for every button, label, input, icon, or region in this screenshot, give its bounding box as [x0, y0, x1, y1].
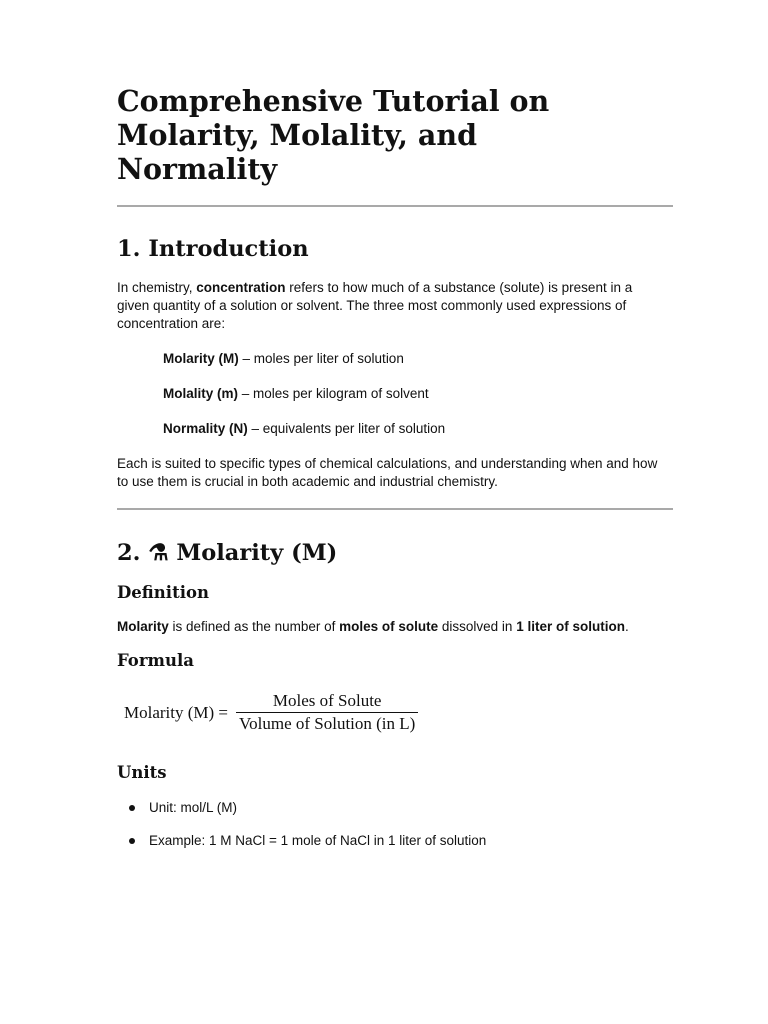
intro-bold-concentration: concentration [196, 280, 286, 295]
term-desc: – moles per kilogram of solvent [238, 386, 429, 401]
term: Normality (N) [163, 421, 248, 436]
intro-closing-paragraph: Each is suited to specific types of chemical calculations, and understanding when and how to use them is crucial in both academic and industrial chemistry. [117, 456, 658, 489]
units-list [117, 799, 672, 850]
section-heading-molarity: 2. ⚗ Molarity (M) [117, 540, 338, 566]
divider [117, 205, 673, 207]
bold-one-liter: 1 liter of solution [516, 619, 625, 634]
page-title: Comprehensive Tutorial on Molarity, Molality, and Normality [117, 84, 550, 186]
subheading-definition: Definition [117, 583, 209, 602]
formula-fraction [236, 690, 418, 735]
term: Molarity (M) [163, 351, 239, 366]
definition-text: . [624, 619, 629, 634]
definition-text: is defined as the number of [168, 619, 340, 634]
formula-lhs: Molarity (M) = [124, 702, 229, 722]
definition-paragraph [117, 618, 672, 636]
section-heading-introduction: 1. Introduction [117, 236, 309, 262]
term: Molality (m) [163, 386, 239, 401]
molarity-formula [124, 690, 672, 735]
list-item [163, 420, 672, 438]
subheading-formula: Formula [117, 651, 194, 670]
bold-molarity: Molarity [117, 619, 169, 634]
list-item [163, 350, 672, 368]
definition-text: dissolved in [438, 619, 517, 634]
intro-paragraph [117, 279, 662, 333]
subheading-units: Units [117, 763, 167, 782]
term-desc: – moles per liter of solution [238, 351, 404, 366]
list-item: Unit: mol/L (M) [149, 799, 672, 817]
concentration-types-list [163, 350, 672, 438]
formula-denominator: Volume of Solution (in L) [239, 714, 416, 733]
intro-text-1: In chemistry, [117, 280, 197, 295]
bold-moles-of-solute: moles of solute [339, 619, 439, 634]
formula-numerator: Moles of Solute [272, 691, 382, 710]
intro-text-2: refers to how much of a substance (solute) is present in a given quantity of a solution or solvent. The three most commonly used expressions of concentration are: [117, 280, 633, 331]
divider [117, 508, 673, 510]
term-desc: – equivalents per liter of solution [247, 421, 446, 436]
list-item [163, 385, 672, 403]
list-item: Example: 1 M NaCl = 1 mole of NaCl in 1 liter of solution [149, 832, 672, 850]
